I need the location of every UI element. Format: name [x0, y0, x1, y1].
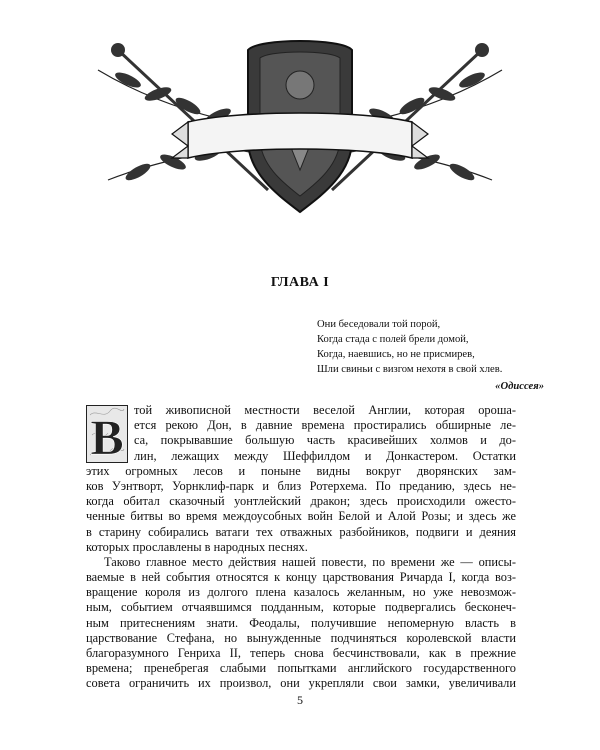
text-line: лин, лежащих между Шеффилдом и Донкастером. Остатки — [134, 448, 516, 463]
epigraph-line: Шли свиньи с визгом нехотя в свой хлев. — [317, 364, 503, 375]
svg-text:В: В — [90, 409, 124, 463]
text-line: благоразумного Генриха II, теперь снова бесчинствовали, как в прежние — [86, 646, 516, 660]
text-line: той живописной местности веселой Англии, которая ороша- — [134, 403, 516, 417]
text-line: ным притеснениям знати. Феодалы, получившие непомерную власть в — [86, 615, 516, 630]
text-line: ваемые в ней события относятся к концу царствования Ричарда I, когда воз- — [86, 570, 516, 585]
text-line: в старину собирались ватаги тех отважных разбойников, подвиги и деяния — [86, 524, 516, 539]
epigraph — [317, 317, 544, 394]
epigraph-source: «Одиссея» — [495, 381, 544, 392]
text-line: ется рекою Дон, в давние времена простирались обширные ле- — [134, 418, 516, 433]
epigraph-line: Они беседовали той порой, — [317, 319, 441, 330]
heraldic-vignette-icon — [88, 30, 512, 220]
body-text — [86, 403, 516, 692]
text-line: Таково главное место действия нашей повести, по времени же — описы- — [104, 554, 516, 569]
epigraph-line: Когда стада с полей брели домой, — [317, 334, 469, 345]
text-line: ченные битвы во время междоусобных войн Белой и Алой Розы; и здесь же — [86, 509, 516, 524]
epigraph-line: Когда, наевшись, но не присмирев, — [317, 349, 475, 360]
page-number: 5 — [297, 693, 303, 707]
text-line: ным, событием отчаявшимся подданным, которые подвергались бесконеч- — [86, 600, 516, 615]
text-line: когда обитал сказочный уонтлейский дракон; здесь происходили ожесто- — [86, 494, 516, 509]
text-line: этих огромных лесов и поныне видны вокруг дворянских зам- — [86, 463, 516, 478]
text-line: времена; пренебрегая слабыми попытками английского государственного — [86, 661, 516, 676]
text-line: ков Уэнтворт, Уорнклиф-парк и близ Ротерхема. По преданию, здесь не- — [86, 478, 516, 493]
chapter-title: ГЛАВА I — [270, 275, 330, 290]
text-line: которых прославлены в народных песнях. — [86, 539, 308, 554]
text-line: вращение короля из долгого плена казалось желанным, но уже невозмож- — [86, 585, 516, 600]
text-line: царствование Стефана, но вынужденные подчиняться королевской власти — [86, 630, 516, 645]
text-line: са, покрывавшие большую часть красивейших холмов и до- — [134, 433, 516, 448]
text-line: совета ограничить их произвол, они укрепляли свои замки, увеличивали — [86, 676, 516, 691]
